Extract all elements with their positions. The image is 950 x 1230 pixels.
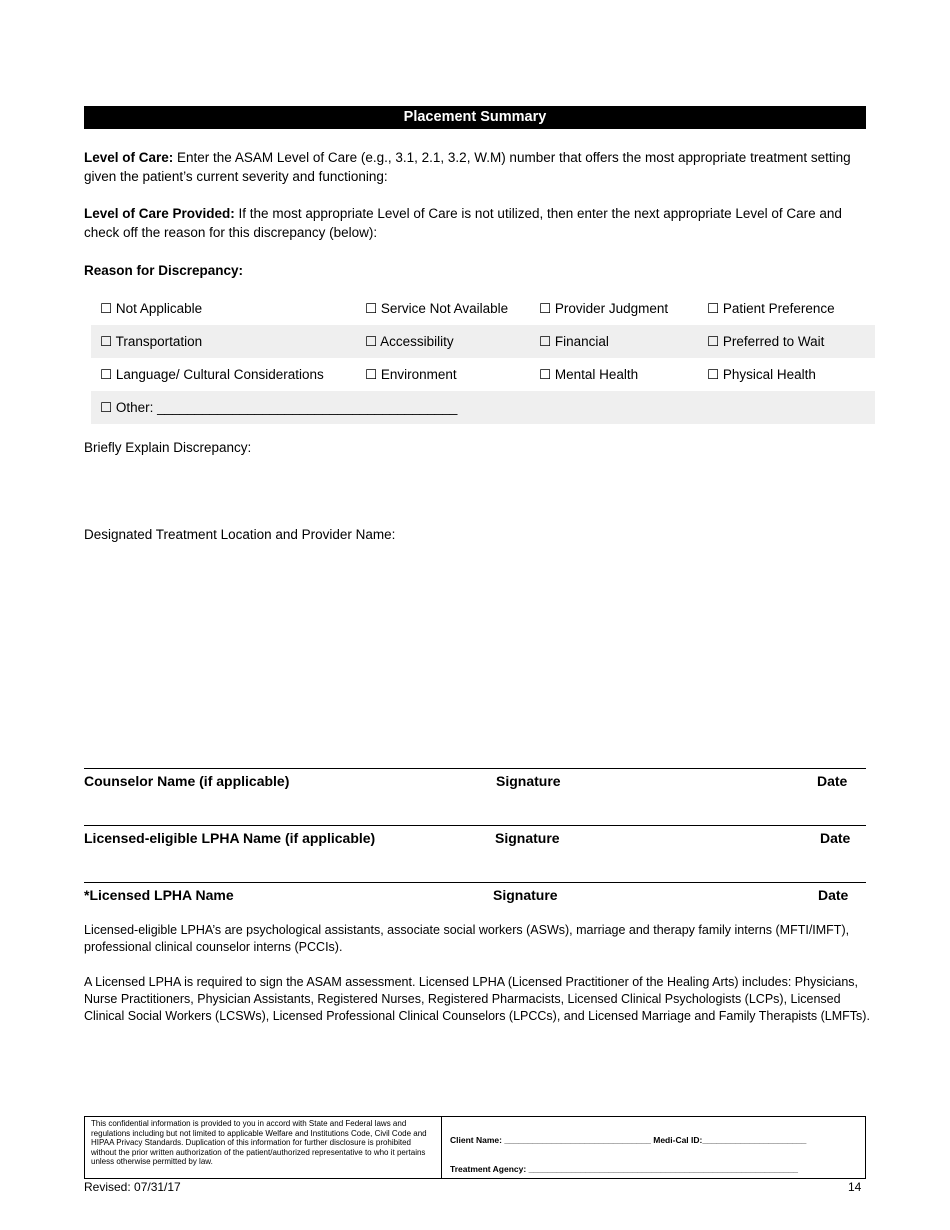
section-title: Placement Summary [84,106,866,129]
client-info-line [450,1135,806,1145]
level-of-care-label: Level of Care: [84,150,174,165]
checkbox-financial[interactable]: ☐ Financial [530,325,698,358]
reason-row [91,325,875,358]
reason-checkbox-table [91,292,875,424]
signature-label: Signature [496,773,561,789]
signature-line[interactable] [84,768,866,769]
checkbox-not-applicable[interactable]: ☐ Not Applicable [100,300,203,316]
checkbox-other[interactable]: ☐ Other: ________________________________________ [91,391,875,424]
treatment-agency-field[interactable]: Treatment Agency: _________________________________________________________ [450,1164,799,1174]
checkbox-environment[interactable]: ☐ Environment [365,366,457,382]
medi-cal-id-field[interactable]: Medi-Cal ID:______________________ [653,1135,807,1145]
licensed-lpha-note: A Licensed LPHA is required to sign the ASAM assessment. Licensed LPHA (Licensed Practitioner of the Healing Arts) includes: Physicians, Nurse Practitioners, Physician Assistants, Registered Nurses, Registered Pharmacists, Licensed Clinical Psychologists (LCPs), Licensed Clinical Social Workers (LCSWs), Licensed Professional Clinical Counselors (LPCCs), and Licensed Marriage and Family Therapists (LMFTs). [84,975,870,1023]
level-of-care-provided-text: If the most appropriate Level of Care is not utilized, then enter the next appropriate Level of Care and check off the reason for this discrepancy (below): [84,206,842,240]
reason-heading: Reason for Discrepancy: [84,263,244,278]
signature-label: Signature [495,830,560,846]
checkbox-accessibility[interactable]: ☐ Accessibility [356,325,530,358]
eligible-lpha-note: Licensed-eligible LPHA’s are psychological assistants, associate social workers (ASWs), marriage and therapy family interns (MFTI/IMFT), professional clinical counselor interns (PCCIs). [84,923,850,954]
signature-label: Signature [493,887,558,903]
checkbox-patient-preference[interactable]: ☐ Patient Preference [707,300,835,316]
licensed-lpha-name-label: *Licensed LPHA Name [84,887,234,903]
level-of-care-text: Enter the ASAM Level of Care (e.g., 3.1, 2.1, 3.2, W.M) number that offers the most appropriate treatment setting given the patient’s current severity and functioning: [84,150,851,184]
level-of-care-paragraph [84,148,874,186]
checkbox-service-not-available[interactable]: ☐ Service Not Available [365,300,509,316]
client-name-field[interactable]: Client Name: _______________________________ [450,1135,651,1145]
date-label: Date [817,773,848,789]
checkbox-transportation[interactable]: ☐ Transportation [91,325,356,358]
page-number: 14 [848,1180,862,1194]
level-of-care-provided-paragraph [84,204,874,242]
revised-date: Revised: 07/31/17 [84,1180,181,1194]
checkbox-provider-judgment[interactable]: ☐ Provider Judgment [539,300,669,316]
footer-box [84,1116,866,1179]
checkbox-preferred-to-wait[interactable]: ☐ Preferred to Wait [698,325,875,358]
date-label: Date [818,887,849,903]
reason-row [91,292,875,325]
checkbox-language-cultural[interactable]: ☐ Language/ Cultural Considerations [100,366,324,382]
client-info [442,1117,865,1178]
reason-row [91,391,875,424]
counselor-name-label: Counselor Name (if applicable) [84,773,290,789]
date-label: Date [820,830,851,846]
confidential-notice: This confidential information is provided to you in accord with State and Federal laws and regulations including but not limited to applicable Welfare and Institutions Code, Civil Code and HIPAA Privacy Standards. Duplication of this information for further disclosure is prohibited without the prior written authorization of the patient/authorized representative to who it pertains unless otherwise permitted by law. [85,1117,442,1178]
checkbox-mental-health[interactable]: ☐ Mental Health [539,366,639,382]
eligible-lpha-name-label: Licensed-eligible LPHA Name (if applicable) [84,830,376,846]
level-of-care-provided-label: Level of Care Provided: [84,206,235,221]
reason-row [91,358,875,391]
checkbox-physical-health[interactable]: ☐ Physical Health [707,366,816,382]
signature-line[interactable] [84,825,866,826]
signature-line[interactable] [84,882,866,883]
explain-discrepancy-label: Briefly Explain Discrepancy: [84,440,252,455]
treatment-location-label: Designated Treatment Location and Provider Name: [84,527,396,542]
